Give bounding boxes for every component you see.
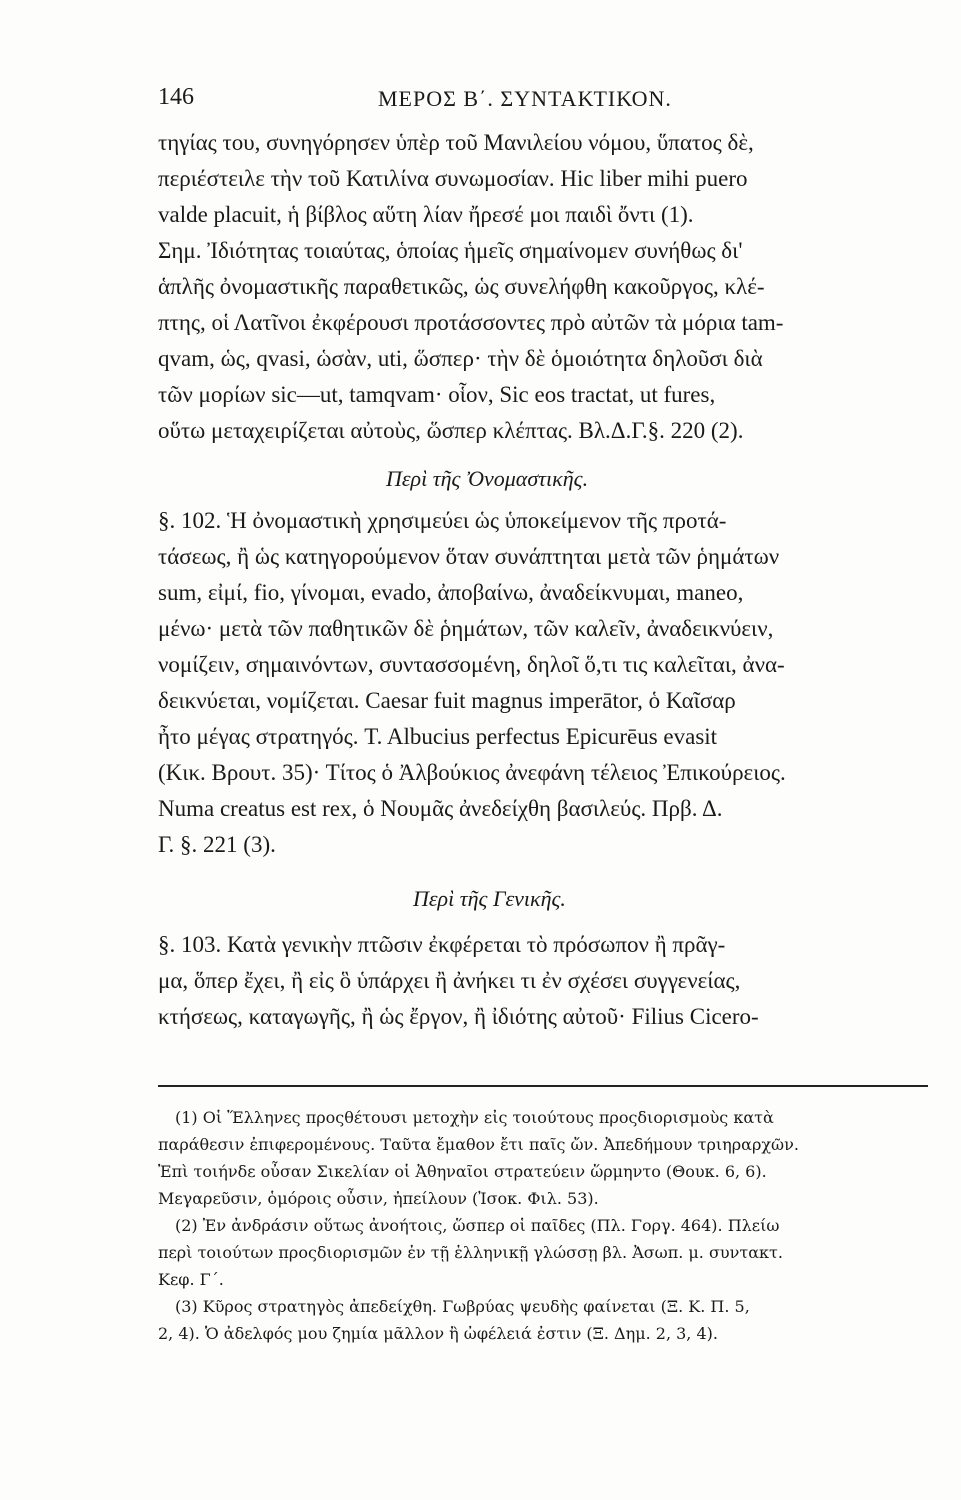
text-line: sum, εἰμί, fio, γίνομαι, evado, ἀποβαίνω, ἀναδείκνυμαι, maneo, [158, 580, 744, 605]
footnote-line: 2, 4). Ὁ ἀδελφός μου ζημία μᾶλλον ἢ ὠφέλειά ἐστιν (Ξ. Δημ. 2, 3, 4). [158, 1324, 718, 1343]
footnote-1: (1) Οἱ Ἕλληνες προςθέτουσι μετοχὴν εἰς τοιούτους προςδιορισμοὺς κατὰ [175, 1108, 774, 1127]
text-line: δεικνύεται, νομίζεται. Caesar fuit magnus imperātor, ὁ Καῖσαρ [158, 688, 736, 713]
text-line: πτης, οἱ Λατῖνοι ἐκφέρουσι προτάσσοντες πρὸ αὐτῶν τὰ μόρια tam- [158, 310, 784, 335]
section-heading-nominative: Περὶ τῆς Ὀνομαστικῆς. [386, 466, 589, 491]
text-line: τάσεως, ἢ ὡς κατηγορούμενον ὅταν συνάπτηται μετὰ τῶν ῥημάτων [158, 544, 780, 569]
text-line: valde placuit, ἡ βίβλος αὕτη λίαν ἤρεσέ μοι παιδὶ ὄντι (1). [158, 202, 694, 227]
text-line: Numa creatus est rex, ὁ Νουμᾶς ἀνεδείχθη βασιλεύς. Πρβ. Δ. [158, 796, 723, 821]
footnote-2: (2) Ἐν ἀνδράσιν οὕτως ἀνοήτοις, ὥσπερ οἱ παῖδες (Πλ. Γοργ. 464). Πλείω [175, 1216, 780, 1235]
footnote-3: (3) Κῦρος στρατηγὸς ἀπεδείχθη. Γωβρύας ψευδὴς φαίνεται (Ξ. Κ. Π. 5, [175, 1297, 750, 1316]
text-line: μα, ὅπερ ἔχει, ἢ εἰς ὃ ὑπάρχει ἢ ἀνήκει τι ἐν σχέσει συγγενείας, [158, 968, 741, 993]
text-line: (Κικ. Βρουτ. 35)· Τίτος ὁ Ἀλβούκιος ἀνεφάνη τέλειος Ἐπικούρειος. [158, 760, 786, 785]
footnote-line: Κεφ. Γ΄. [158, 1270, 224, 1289]
text-line: Γ. §. 221 (3). [158, 832, 276, 857]
text-line: ἦτο μέγας στρατηγός. T. Albucius perfectus Epicurēus evasit [158, 724, 718, 749]
text-line: μένω· μετὰ τῶν παθητικῶν δὲ ῥημάτων, τῶν καλεῖν, ἀναδεικνύειν, [158, 616, 774, 641]
text-line: §. 103. Κατὰ γενικὴν πτῶσιν ἐκφέρεται τὸ πρόσωπον ἢ πρᾶγ- [158, 932, 726, 957]
text-line: περιέστειλε τὴν τοῦ Κατιλίνα συνωμοσίαν. Hic liber mihi puero [158, 166, 748, 191]
text-line: κτήσεως, καταγωγῆς, ἢ ὡς ἔργον, ἢ ἰδιότης αὐτοῦ· Filius Cicero- [158, 1004, 759, 1029]
text-line: οὕτω μεταχειρίζεται αὐτοὺς, ὥσπερ κλέπτας. Βλ.Δ.Γ.§. 220 (2). [158, 418, 744, 443]
text-line: Σημ. Ἰδιότητας τοιαύτας, ὁποίας ἡμεῖς σημαίνομεν συνήθως δι' [158, 238, 743, 263]
text-line: νομίζειν, σημαινόντων, συντασσομένη, δηλοῖ ὅ,τι τις καλεῖται, ἀνα- [158, 652, 785, 677]
section-heading-genitive: Περὶ τῆς Γενικῆς. [413, 886, 566, 911]
text-line: τηγίας του, συνηγόρησεν ὑπὲρ τοῦ Μανιλείου νόμου, ὕπατος δὲ, [158, 130, 754, 155]
page-number: 146 [158, 84, 194, 110]
footnote-line: παράθεσιν ἐπιφερομένους. Ταῦτα ἔμαθον ἔτι παῖς ὤν. Ἀπεδήμουν τριηραρχῶν. [158, 1135, 799, 1154]
text-line: ἁπλῆς ὀνομαστικῆς παραθετικῶς, ὡς συνελήφθη κακοῦργος, κλέ- [158, 274, 765, 299]
page-header [158, 84, 928, 124]
footnote-line: Ἐπὶ τοιήνδε οὖσαν Σικελίαν οἱ Ἀθηναῖοι στρατεύειν ὥρμηντο (Θουκ. 6, 6). [158, 1162, 767, 1181]
text-line: qvam, ὡς, qvasi, ὡσὰν, uti, ὥσπερ· τὴν δὲ ὁμοιότητα δηλοῦσι διὰ [158, 346, 763, 371]
text-line: §. 102. Ἡ ὀνομαστικὴ χρησιμεύει ὡς ὑποκείμενον τῆς προτά- [158, 508, 727, 533]
running-head: ΜΕΡΟΣ Β΄. ΣΥΝΤΑΚΤΙΚΟΝ. [378, 86, 672, 111]
footnote-line: Μεγαρεῦσιν, ὁμόροις οὖσιν, ἠπείλουν (Ἰσοκ. Φιλ. 53). [158, 1189, 599, 1208]
footnote-rule [158, 1085, 928, 1087]
footnote-line: περὶ τοιούτων προςδιορισμῶν ἐν τῇ ἑλληνικῇ γλώσσῃ βλ. Ἀσωπ. μ. συντακτ. [158, 1243, 783, 1262]
text-line: τῶν μορίων sic—ut, tamqvam· οἷον, Sic eos tractat, ut fures, [158, 382, 716, 407]
